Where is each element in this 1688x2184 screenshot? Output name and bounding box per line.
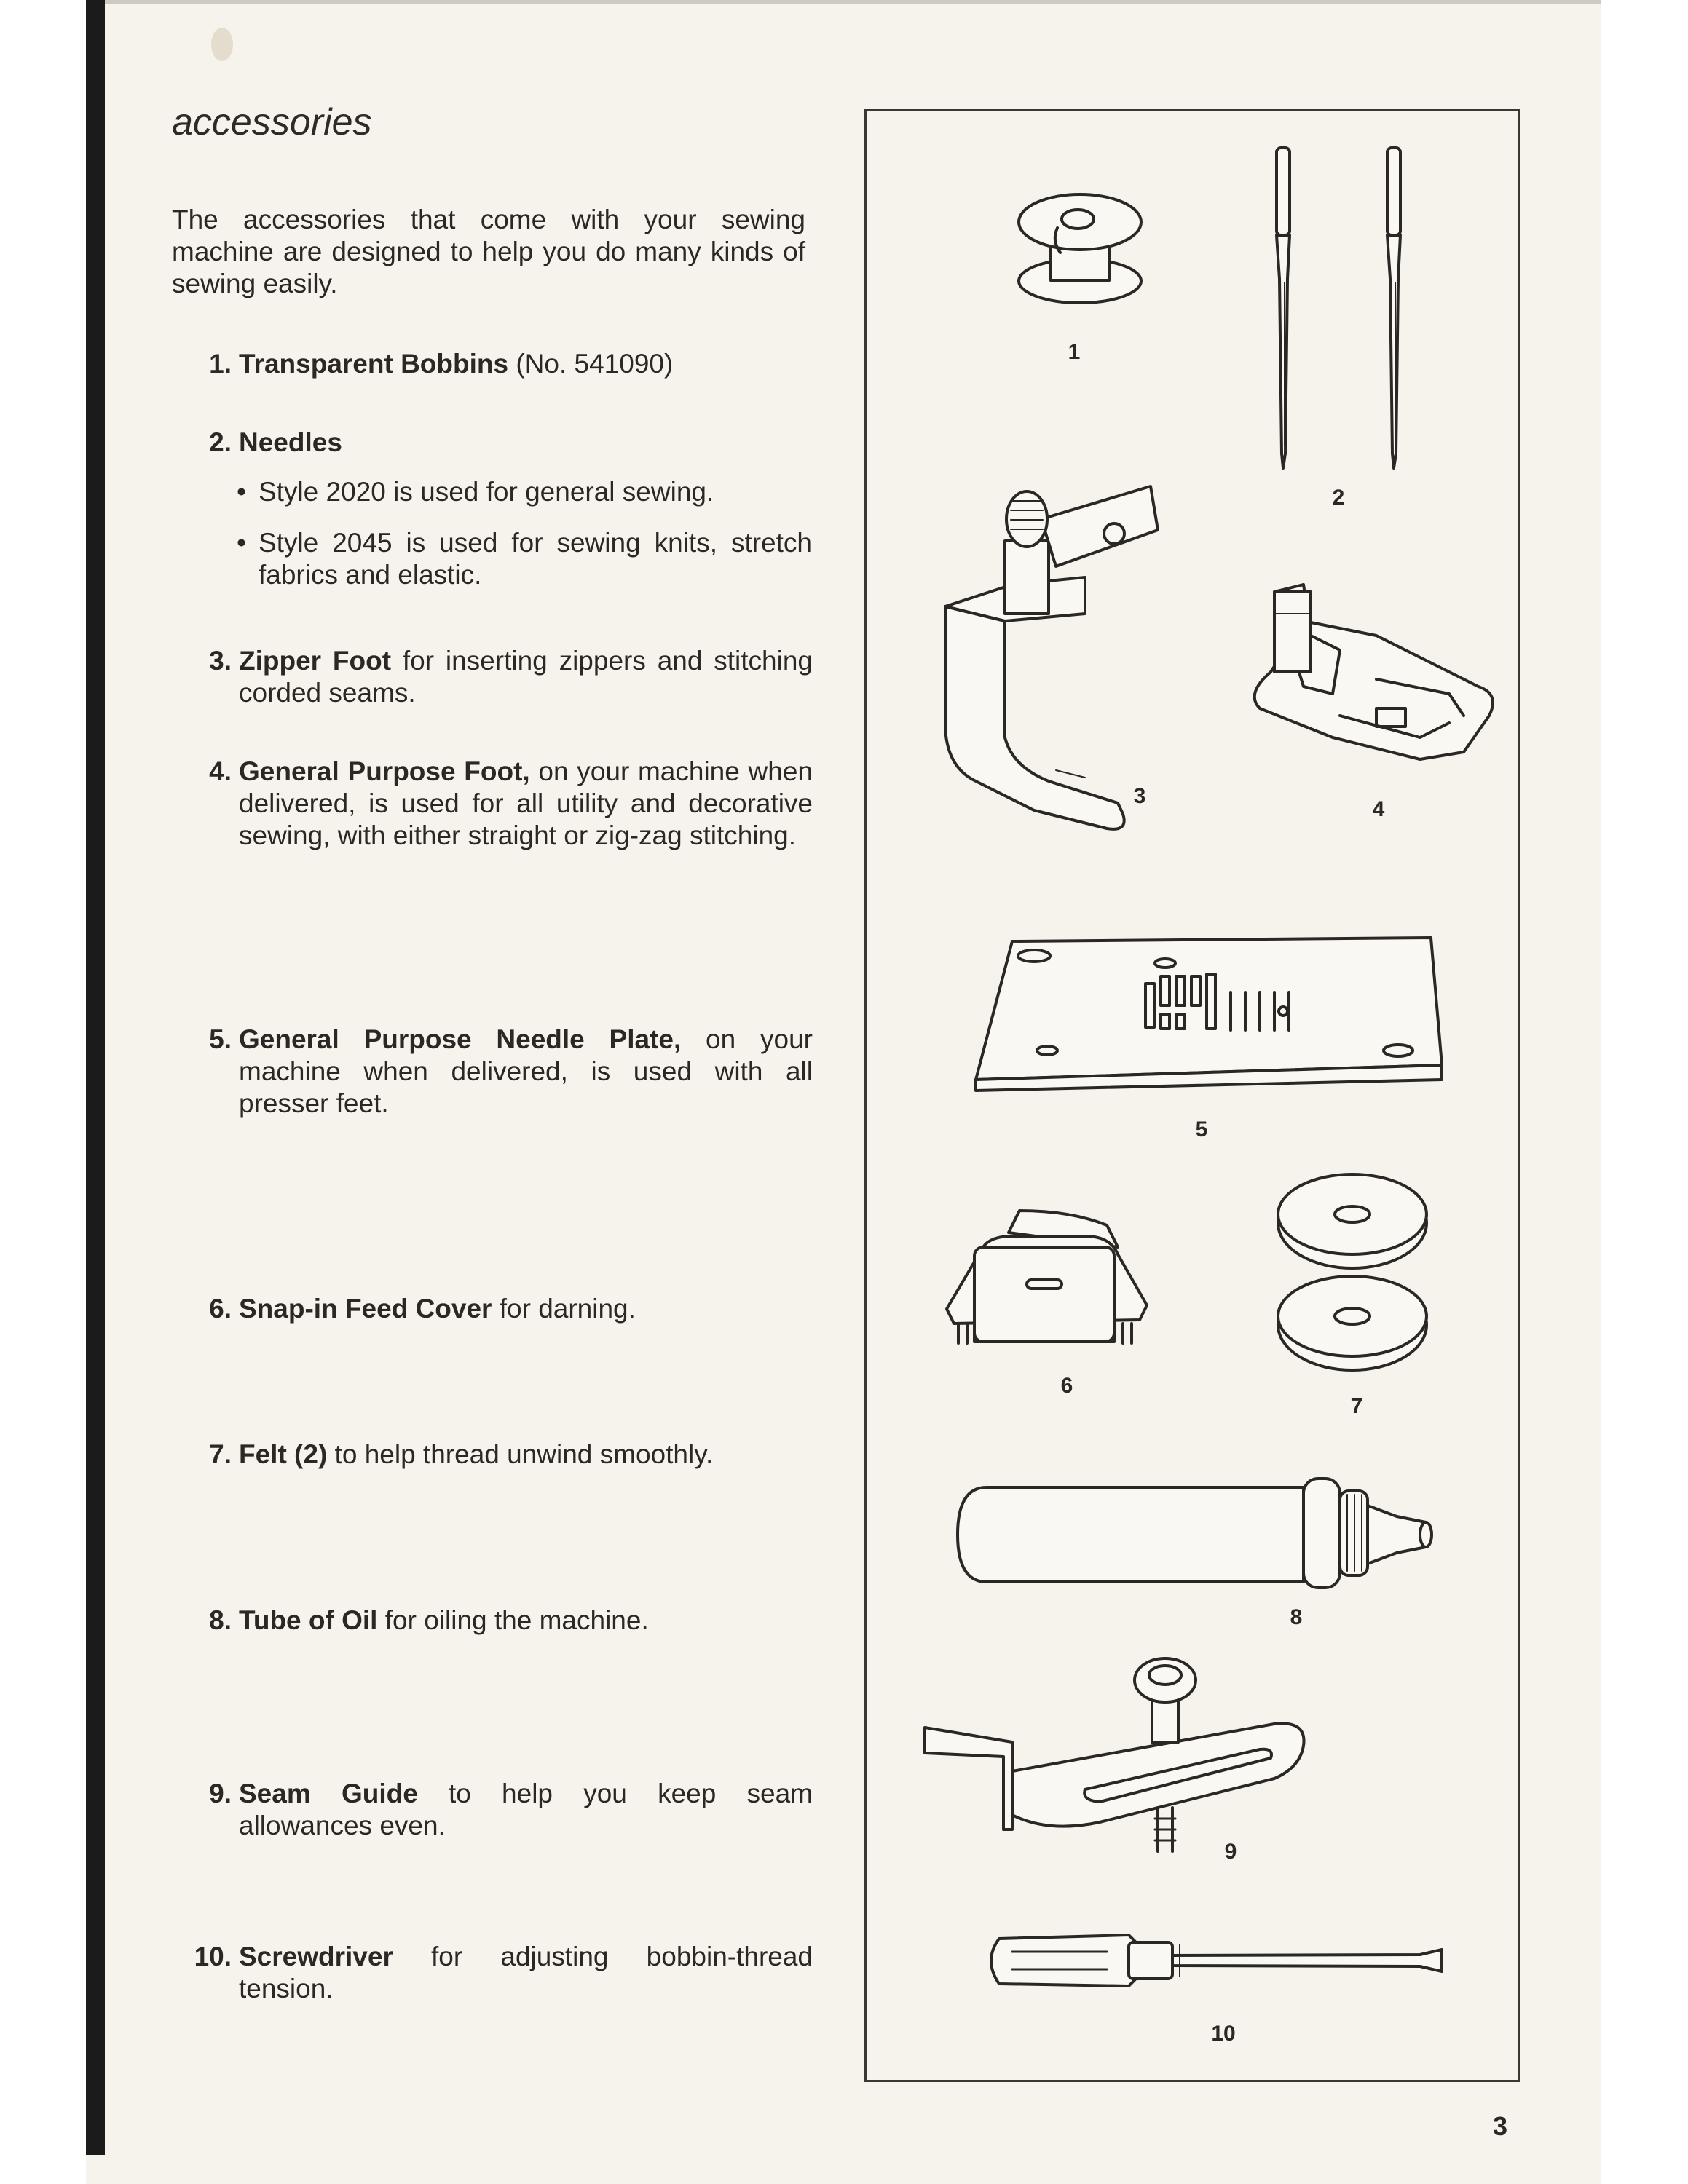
item-number: 1.	[209, 349, 232, 379]
seam-guide-icon	[925, 1658, 1304, 1851]
bullet-text: Style 2045 is used for sewing knits, stretch fabrics and elastic.	[259, 528, 812, 590]
item-number: 4.	[209, 756, 232, 786]
item-number: 3.	[209, 646, 232, 676]
scan-margin-left	[0, 0, 86, 2184]
figure-label-10: 10	[1211, 2022, 1236, 2046]
needle-icon-style-2045	[1387, 148, 1400, 468]
bullet-dot: •	[237, 528, 246, 558]
oil-tube-icon	[958, 1479, 1432, 1588]
list-item-zipper-foot	[172, 645, 813, 709]
item-name: Screwdriver	[239, 1942, 393, 1971]
list-item-needle-plate	[172, 1024, 813, 1120]
list-item-general-purpose-foot	[172, 756, 813, 852]
figure-label-6: 6	[1060, 1374, 1073, 1398]
list-item-seam-guide	[172, 1778, 813, 1842]
item-description: on your machine when delivered, is used for all utility and decorative sewing, with either straight or zig-zag stitching.	[239, 756, 813, 850]
feed-cover-icon	[947, 1211, 1147, 1343]
item-number: 10.	[194, 1942, 232, 1971]
item-number: 2.	[209, 427, 232, 457]
bullet-dot: •	[237, 477, 246, 507]
item-name: Felt (2)	[239, 1439, 328, 1469]
figure-label-7: 7	[1350, 1394, 1363, 1418]
item-name: General Purpose Foot,	[239, 756, 530, 786]
list-item-felt	[172, 1439, 813, 1471]
item-name: Needles	[239, 427, 342, 457]
item-name: General Purpose Needle Plate,	[239, 1024, 682, 1054]
item-name: Zipper Foot	[239, 646, 392, 676]
scan-binding-edge	[86, 0, 105, 2155]
intro-paragraph: The accessories that come with your sewing machine are designed to help you do many kinds of sewing easily.	[172, 205, 805, 298]
item-name: Transparent Bobbins	[239, 349, 509, 379]
needle-bullet-2020	[237, 476, 812, 508]
item-description: on your machine when delivered, is used with all presser feet.	[239, 1024, 813, 1118]
item-number: 8.	[209, 1605, 232, 1635]
item-description: for oiling the machine.	[377, 1605, 649, 1635]
felt-icon	[1278, 1174, 1427, 1370]
list-item-tube-of-oil	[172, 1605, 813, 1637]
paper-smudge	[211, 28, 233, 61]
item-name: Seam Guide	[239, 1779, 418, 1808]
scan-margin-right	[1601, 0, 1688, 2184]
list-item-screwdriver	[172, 1941, 813, 2005]
item-number: 5.	[209, 1024, 232, 1054]
figure-label-4: 4	[1372, 797, 1385, 821]
zipper-foot-icon	[945, 486, 1158, 829]
accessories-illustration-panel	[864, 109, 1520, 2082]
scan-top-edge	[105, 0, 1688, 4]
figure-label-9: 9	[1224, 1840, 1237, 1864]
figure-label-2: 2	[1332, 486, 1345, 510]
item-name: Snap-in Feed Cover	[239, 1294, 492, 1324]
needle-icon-style-2020	[1277, 148, 1290, 468]
list-item-bobbins	[172, 348, 813, 380]
item-description: to help thread unwind smoothly.	[327, 1439, 714, 1469]
item-number: 7.	[209, 1439, 232, 1469]
item-description: for inserting zippers and stitching corded seams.	[239, 646, 813, 708]
screwdriver-icon	[991, 1935, 1442, 1986]
item-description: for adjusting bobbin-thread tension.	[239, 1942, 813, 2003]
accessories-illustrations	[867, 111, 1522, 2084]
figure-label-1: 1	[1068, 340, 1081, 364]
bullet-text: Style 2020 is used for general sewing.	[259, 477, 714, 507]
needle-plate-icon	[976, 938, 1442, 1091]
list-item-needles	[172, 427, 813, 459]
item-number: 6.	[209, 1294, 232, 1324]
bobbin-icon	[1019, 194, 1141, 303]
item-number: 9.	[209, 1779, 232, 1808]
page-title: accessories	[172, 101, 372, 143]
page-number: 3	[1493, 2111, 1508, 2141]
general-purpose-foot-icon	[1255, 585, 1493, 759]
needle-bullet-2045	[237, 527, 812, 591]
figure-label-3: 3	[1133, 784, 1146, 808]
item-description: to help you keep seam allowances even.	[239, 1779, 813, 1840]
list-item-feed-cover	[172, 1293, 813, 1325]
item-description: (No. 541090)	[508, 349, 674, 379]
figure-label-5: 5	[1195, 1117, 1208, 1142]
figure-label-8: 8	[1290, 1605, 1303, 1629]
item-name: Tube of Oil	[239, 1605, 378, 1635]
item-description: for darning.	[492, 1294, 636, 1324]
